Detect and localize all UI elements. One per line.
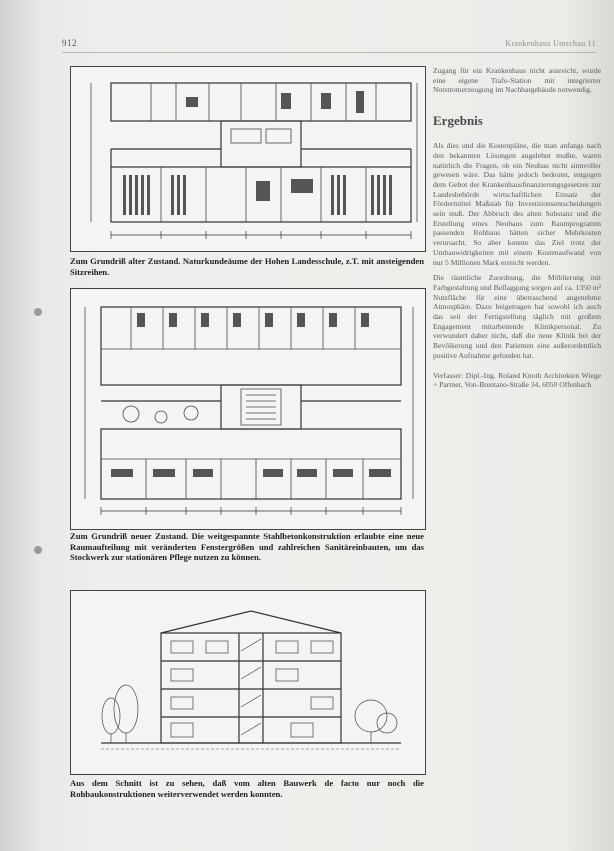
punch-hole [34, 546, 42, 554]
page-header [0, 38, 614, 52]
punch-hole [34, 308, 42, 316]
header-rule [62, 52, 596, 53]
article-paragraph: Als dies und die Kostenpläne, die man anfangs nach den bekannten Lösungen angelehnt mußte, waren natürlich die Fragen, ob ein Neubau nicht sinnvoller gewesen wäre. Das hätte jedoch bedeutet, entgegen dem Gebot der Krankenhausfinanzierungsgesetzes zur Landesbehörde wirtschaftlichen Einsatz der Fördermittel Maßstab für Investitionsentscheidungen sein muß. Der Abbruch des alten Substanz und die Erstellung eines Neubaus zum Raumprogramm passenden Rohbaus hätten sicher Mehrkosten verursacht. So aber konnte das Ziel trotz der Umbauwidrigkeiten mit einem Kostenaufwand von nur 5 Millionen Mark erreicht werden. [433, 141, 601, 267]
floor-plan-new-drawing [71, 289, 425, 529]
figure-caption: Zum Grundriß neuer Zustand. Die weitgespannte Stahlbetonkonstruktion erlaubte eine neue Raumaufteilung mit veränderten Fenstergrößen und zahlreichen Sanitäreinbauten, um das Stockwerk zur stationären Pflege nutzen zu können. [70, 531, 424, 563]
floor-plan-new [70, 288, 426, 530]
building-section [70, 590, 426, 775]
author-note: Verfasser: Dipl.-Ing. Roland Knoth Architekten Wiege + Partner, Von-Brentano-Straße 34, 6050 Offenbach [433, 370, 601, 390]
page-number: 912 [62, 38, 77, 48]
figure-caption: Zum Grundriß alter Zustand. Naturkundeäume der Hohen Landesschule, z.T. mit ansteigenden Sitzreihen. [70, 256, 424, 277]
building-section-drawing [71, 591, 425, 774]
article-paragraph: Die räumliche Zuordnung, die Möblierung mit Farbgestaltung und Beflaggung sorgen auf ca. 1350 m² Nutzfläche für eine überraschend angenehme Atmosphäre. Dazu beigetragen hat sowohl ich auch das seit der Fertigstellung täglich mit großem Engagement mitarbeitende Klinikpersonal. Zu verwundert daher nicht, daß die neue Klinik bei der Bevölkerung und den Patienten eine außerordentlich positive Aufnahme gefunden hat. [433, 273, 601, 360]
article-intro: Zugang für ein Krankenhaus nicht ausreicht, wurde eine eigene Trafo-Station mit integrierter Notstromerzeugung im Nachbargebäude notwendig. [433, 66, 601, 95]
section-heading: Ergebnis [433, 113, 483, 129]
figure-caption: Aus dem Schnitt ist zu sehen, daß vom alten Bauwerk de facto nur noch die Rohbaukonstruktionen weiterverwendet werden konnten. [70, 778, 424, 799]
article-column [433, 66, 601, 396]
running-title: Krankenhaus Umschau 11 [505, 39, 596, 48]
floor-plan-old-drawing [71, 67, 425, 251]
floor-plan-old [70, 66, 426, 252]
